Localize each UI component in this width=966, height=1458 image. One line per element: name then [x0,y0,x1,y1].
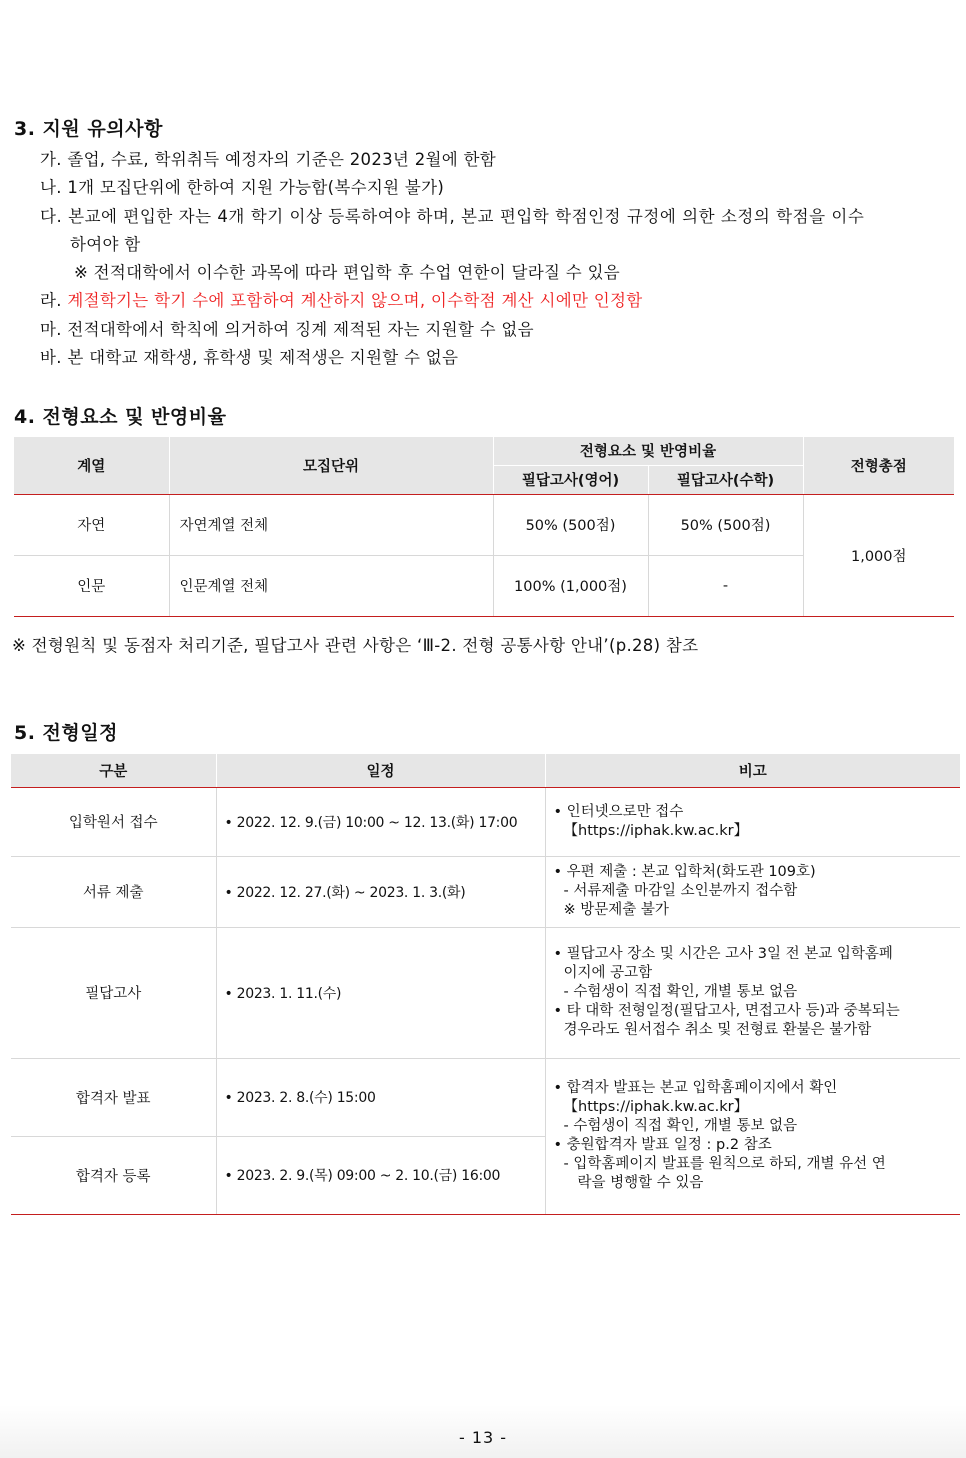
list-item: 다. 본교에 편입한 자는 4개 학기 이상 등록하여야 하며, 본교 편입학 학점인정 규정에 의한 소정의 학점을 이수 [40,207,865,226]
cell-math: - [648,555,803,616]
header-group: 전형요소 및 반영비율 [493,437,803,465]
highlight-text: 계절학기는 학기 수에 포함하여 계산하지 않으며, 이수학점 계산 시에만 인정함 [67,291,643,310]
table-row [14,494,954,555]
header-math: 필답고사(수학) [648,465,803,494]
cell-schedule: • 2023. 2. 8.(수) 15:00 [216,1058,545,1136]
remark-line: ※ 방문제출 불가 [563,902,669,918]
cell-schedule: • 2022. 12. 9.(금) 10:00 ~ 12. 13.(화) 17:00 [216,787,545,856]
remark-line: 락을 병행할 수 있음 [577,1175,704,1191]
remark-line: 경우라도 원서접수 취소 및 전형료 환불은 불가함 [563,1022,872,1038]
cell-math: 50% (500점) [648,494,803,555]
list-item: 바. 본 대학교 재학생, 휴학생 및 제적생은 지원할 수 없음 [40,348,459,367]
list-item: 마. 전적대학에서 학칙에 의거하여 징계 제적된 자는 지원할 수 없음 [40,320,534,339]
cell-unit: 인문계열 전체 [169,555,493,616]
header-schedule: 일정 [216,754,545,787]
cell-category: 서류 제출 [11,856,216,927]
table-row [11,856,960,927]
cell-field: 자연 [14,494,169,555]
cell-english: 100% (1,000점) [493,555,648,616]
cell-remarks [545,787,960,856]
header-unit: 모집단위 [169,437,493,494]
cell-category: 합격자 발표 [11,1058,216,1136]
cell-category: 합격자 등록 [11,1136,216,1214]
table-row [11,927,960,1058]
remark-line: 이지에 공고함 [563,965,653,981]
remark-line: • 필답고사 장소 및 시간은 고사 3일 전 본교 입학홈페 [553,946,893,962]
remark-line: • 충원합격자 발표 일정 : p.2 참조 [553,1137,772,1153]
cell-category: 필답고사 [11,927,216,1058]
header-field: 계열 [14,437,169,494]
remark-line: • 타 대학 전형일정(필답고사, 면접고사 등)과 중복되는 [553,1003,900,1019]
list-item-highlight [40,287,642,311]
table-row [11,787,960,856]
section4-heading: 4. 전형요소 및 반영비율 [14,406,227,428]
header-category: 구분 [11,754,216,787]
remark-line: - 수험생이 직접 확인, 개별 통보 없음 [563,984,798,1000]
cell-unit: 자연계열 전체 [169,494,493,555]
cell-remarks [545,856,960,927]
cell-schedule: • 2023. 2. 9.(목) 09:00 ~ 2. 10.(금) 16:00 [216,1136,545,1214]
list-item: 나. 1개 모집단위에 한하여 지원 가능함(복수지원 불가) [40,178,445,197]
remark-line: 【https://iphak.kw.ac.kr】 [563,1099,749,1115]
table-row [11,1058,960,1136]
list-item-continued: 하여야 함 [70,235,141,254]
remark-line: - 입학홈페이지 발표를 원칙으로 하되, 개별 유선 연 [563,1156,886,1172]
header-remarks: 비고 [545,754,960,787]
section3-heading: 3. 지원 유의사항 [14,118,163,140]
selection-ratio-table [14,437,954,617]
section4-note: ※ 전형원칙 및 동점자 처리기준, 필답고사 관련 사항은 ‘Ⅲ-2. 전형 공통사항 안내’(p.28) 참조 [12,636,699,655]
cell-remarks [545,927,960,1058]
page-number: - 13 - [458,1428,508,1447]
list-item-marker: 라. [40,291,68,310]
remark-line: - 수험생이 직접 확인, 개별 통보 없음 [563,1118,798,1134]
cell-field: 인문 [14,555,169,616]
remark-line: 【https://iphak.kw.ac.kr】 [563,822,749,839]
remark-line: • 합격자 발표는 본교 입학홈페이지에서 확인 [553,1080,838,1096]
cell-remarks-merged [545,1058,960,1214]
section5-heading: 5. 전형일정 [14,722,118,744]
header-total: 전형총점 [803,437,954,494]
remark-line: • 우편 제출 : 본교 입학처(화도관 109호) [553,864,816,880]
cell-category: 입학원서 접수 [11,787,216,856]
remark-line: • 인터넷으로만 접수 [553,803,684,820]
remark-line: - 서류제출 마감일 소인분까지 접수함 [563,883,798,899]
cell-english: 50% (500점) [493,494,648,555]
list-item: 가. 졸업, 수료, 학위취득 예정자의 기준은 2023년 2월에 한함 [40,150,497,169]
cell-schedule: • 2023. 1. 11.(수) [216,927,545,1058]
schedule-table [11,754,960,1215]
list-item-note: ※ 전적대학에서 이수한 과목에 따라 편입학 후 수업 연한이 달라질 수 있음 [74,263,621,282]
header-english: 필답고사(영어) [493,465,648,494]
cell-total: 1,000점 [803,494,954,616]
cell-schedule: • 2022. 12. 27.(화) ~ 2023. 1. 3.(화) [216,856,545,927]
